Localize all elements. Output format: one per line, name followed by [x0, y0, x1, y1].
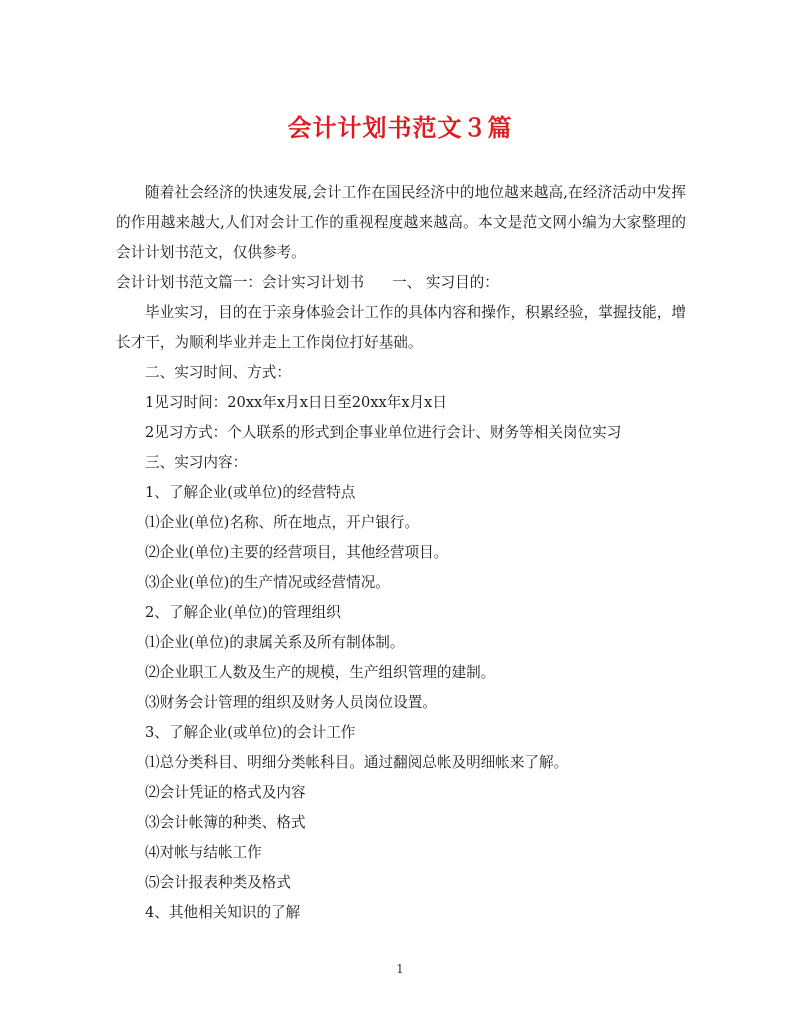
list-item: ⑸会计报表种类及格式	[145, 874, 291, 891]
list-item: ⑶企业(单位)的生产情况或经营情况。	[145, 574, 390, 591]
method-line: 2见习方式：个人联系的形式到企事业单位进行会计、财务等相关岗位实习	[145, 424, 622, 441]
list-item: ⑵企业(单位)主要的经营项目，其他经营项目。	[145, 544, 449, 561]
time-heading: 二、实习时间、方式：	[145, 364, 291, 381]
time-line: 1见习时间：20xx年x月x日日至20xx年x月x日	[145, 394, 447, 411]
list-item: ⑴企业(单位)的隶属关系及所有制体制。	[145, 634, 405, 651]
intro-paragraph: 随着社会经济的快速发展,会计工作在国民经济中的地位越来越高,在经济活动中发挥的作用越来越大,人们对会计工作的重视程度越来越高。本文是范文网小编为大家整理的会计计划书范文，仅供参考。	[116, 184, 686, 261]
section-heading-title: 会计计划书范文篇一：会计实习计划书	[116, 274, 365, 291]
list-item: ⑷对帐与结帐工作	[145, 844, 262, 861]
list-item: 3、了解企业(或单位)的会计工作	[145, 724, 356, 741]
purpose-paragraph: 毕业实习，目的在于亲身体验会计工作的具体内容和操作，积累经验，掌握技能，增长才干，为顺利毕业并走上工作岗位打好基础。	[116, 304, 686, 351]
list-item: 2、了解企业(单位)的管理组织	[145, 604, 341, 621]
list-item: ⑴总分类科目、明细分类帐科目。通过翻阅总帐及明细帐来了解。	[145, 754, 569, 771]
list-item: ⑵企业职工人数及生产的规模，生产组织管理的建制。	[145, 664, 496, 681]
list-item: ⑶财务会计管理的组织及财务人员岗位设置。	[145, 694, 437, 711]
page-number: 1	[396, 962, 404, 976]
content-heading: 三、实习内容：	[145, 454, 248, 471]
section-heading-line	[116, 268, 686, 298]
section-heading-subtitle: 一、 实习目的：	[392, 274, 499, 291]
list-item: ⑶会计帐簿的种类、格式	[145, 814, 306, 831]
list-item: ⑵会计凭证的格式及内容	[145, 784, 306, 801]
document-title: 会计计划书范文３篇	[287, 113, 513, 142]
list-item: 4、其他相关知识的了解	[145, 904, 301, 921]
list-item: ⑴企业(单位)名称、所在地点，开户银行。	[145, 514, 420, 531]
list-item: 1、了解企业(或单位)的经营特点	[145, 484, 356, 501]
document-body	[116, 178, 686, 928]
